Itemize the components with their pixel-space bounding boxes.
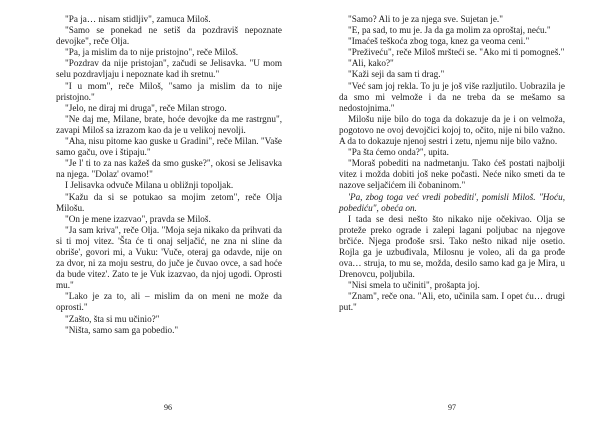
paragraph: I tada se desi nešto što nikako nije očekivao. Olja se protežе preko ograde i zalepi lagani poljubac na njegove brčiće. Njega prođoše srsi. Tako nešto nikad nije osetio. Rojla ga je uzbuđivala, Milosnu je voleo, ali da ga prođe ova… struja, to mu se, možda, desilo samo kad ga je Mira, u Drenovcu, poljubila. — [339, 213, 565, 280]
right-page — [300, 0, 600, 424]
paragraph: "E, pa sad, to mu je. Ja da ga molim za oproštaj, neću." — [348, 25, 551, 36]
paragraph: "Već sam joj rekla. To ju je još više razljutilo. Uobrazila je da smo mi velmože i da ne treba da se mešamo sa nedostojnima." — [339, 80, 565, 113]
paragraph: "Moraš pobediti na nadmetanju. Tako ćeš postati najbolji vitez i možda dobiti još neke počasti. Neće niko smeti da te nazove seljačićem ili čobaninom." — [339, 158, 565, 191]
paragraph: "Preživeću", reče Miloš mršteći se. "Ako mi ti pomogneš." — [348, 47, 565, 58]
paragraph: "Lako je za to, ali – mislim da on meni ne može da oprosti." — [56, 291, 282, 313]
paragraph: "Pa, ja mislim da to nije pristojno", reče Miloš. — [65, 47, 239, 58]
paragraph: "Ne daj me, Milane, brate, hoće devojke da me rastrgnu", zavapi Miloš sa izrazom kao da je u velikoj nevolji. — [56, 113, 282, 135]
paragraph: "Ništa, samo sam ga pobedio." — [65, 324, 179, 335]
paragraph: "Ali, kako?" — [348, 58, 394, 69]
right-page-number: 97 — [448, 403, 456, 412]
paragraph: 'Pa, zbog toga već vredi pobediti', pomisli Miloš. "Hoću, pobediću", obeća on. — [339, 191, 565, 213]
paragraph: "Pa ja… nisam stidljiv", zamuca Miloš. — [65, 14, 211, 24]
paragraph: "Nisi smela to učiniti", prošapta joj. — [348, 280, 480, 291]
paragraph: "I u mom", reče Miloš, "samo ja mislim da to nije pristojno." — [56, 80, 282, 102]
paragraph: "Kaži seji da sam ti drag." — [348, 69, 445, 80]
paragraph: "Ja sam kriva", reče Olja. "Moja seja nikako da prihvati da si ti moj vitez. 'Šta će ti onaj seljačić, ne zna ni sline da obriše', govori mi, a Vuku: 'Vuče, oteraj ga odavde, nije on za dvor, ni za moju sestru, do juče je čuvao ovce, a sad hoće da bude vitez'. Zato te je Vuk izazvao, da njoj ugodi. Oprosti mu." — [56, 224, 282, 291]
paragraph: "Znam", reče ona. "Ali, eto, učinila sam. I opet ću… drugi put." — [339, 291, 565, 313]
paragraph: "Pozdrav da nije pristojan", začudi se Jelisavka. "U mom selu pozdravljaju i nepoznate kad ih sretnu." — [56, 58, 282, 80]
paragraph: Milošu nije bilo do toga da dokazuje da je i on velmoža, pogotovo ne ovoj devojčici kojoj to, očito, nije ni bilo važno. A da to dokazuje njenoj sestri i zetu, njemu nije bilo važno. — [339, 113, 565, 147]
paragraph: "Imaćeš teškoća zbog toga, knez ga veoma ceni." — [348, 36, 530, 47]
paragraph: "Kažu da si se potukao sa mojim zetom", reče Olja Milošu. — [56, 191, 282, 213]
paragraph: "Aha, nisu pitome kao guske u Gradini", reče Milan. "Vaše samo gaču, ove i štipaju." — [56, 136, 282, 158]
paragraph: "Samo? Ali to je za njega sve. Sujetan je." — [348, 14, 503, 24]
paragraph: "Pa šta ćemo onda?", upita. — [348, 147, 449, 158]
paragraph: I Jelisavka odvuče Milana u obližnji topoljak. — [65, 180, 234, 191]
paragraph: "Jelo, ne diraj mi druga", reče Milan strogo. — [65, 102, 227, 113]
left-page-number: 96 — [164, 403, 172, 412]
paragraph: "On je mene izazvao", pravda se Miloš. — [65, 213, 211, 224]
paragraph: "Je l' ti to za nas kažeš da smo guske?", okosi se Jelisavka na njega. "Dolaz' ovamo!" — [56, 158, 282, 180]
paragraph: "Zašto, šta si mu učinio?" — [65, 313, 160, 324]
right-page-text — [339, 14, 565, 314]
left-page-text — [56, 14, 282, 336]
paragraph: "Samo se ponekad ne setiš da pozdraviš nepoznate devojke", reče Olja. — [56, 25, 282, 47]
